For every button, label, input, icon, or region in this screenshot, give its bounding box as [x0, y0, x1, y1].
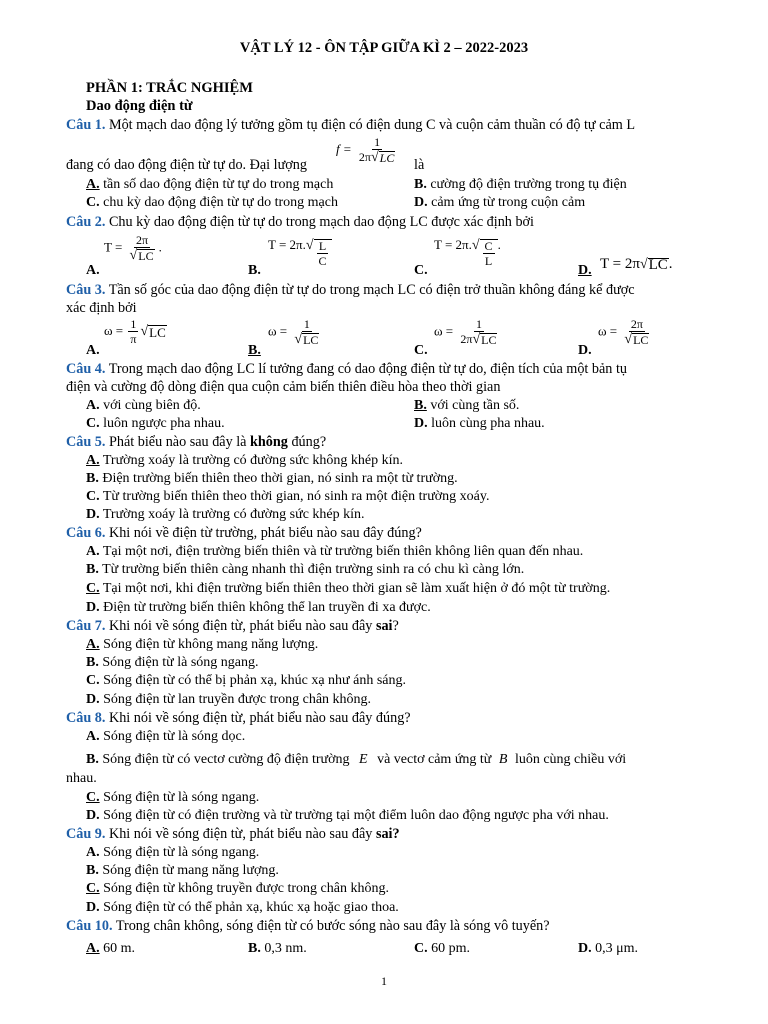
option-text: Tại một nơi, điện trường biến thiên và từ trường biến thiên không liên quan đến nhau. — [102, 544, 584, 559]
option-letter: D. — [578, 941, 592, 956]
q5-option-d[interactable] — [86, 506, 365, 523]
option-text: Sóng điện từ là sóng ngang. — [103, 790, 260, 805]
option-text: cường độ điện trường trong tụ điện — [430, 177, 627, 192]
question-label: Câu 5. — [66, 434, 106, 450]
option-letter: A. — [86, 177, 100, 192]
option-text: luôn cùng pha nhau. — [431, 416, 545, 431]
q3-option-c[interactable] — [414, 342, 428, 359]
q2-option-c[interactable] — [414, 262, 428, 279]
question-text: Khi nói về sóng điện từ, phát biểu nào sau đây đúng? — [108, 710, 411, 726]
q3-option-a[interactable] — [86, 342, 100, 359]
option-text: với cùng tần số. — [430, 398, 520, 413]
formula-f: f = 1 2π √ LC — [336, 135, 395, 165]
option-text: Điện từ trường biến thiên không thể lan truyền đi xa được. — [103, 600, 431, 615]
question-text: Trong mạch dao động LC lí tưởng đang có dao động điện từ tự do, điện tích của một bản tụ — [108, 361, 627, 377]
q5-option-a[interactable] — [86, 452, 403, 469]
option-text: Điện trường biến thiên theo thời gian, nó sinh ra một từ trường. — [102, 471, 458, 486]
option-text: Sóng điện từ là sóng dọc. — [103, 729, 246, 744]
question-emphasis: không — [250, 434, 288, 450]
option-letter: C. — [414, 263, 428, 278]
q2-formula-b: T = 2π. √ $\frac{L}{C}$ — [268, 237, 332, 268]
q8-option-a[interactable] — [86, 728, 245, 745]
option-letter: B. — [248, 941, 261, 956]
q1-option-d[interactable] — [414, 194, 585, 211]
option-letter: D. — [86, 900, 100, 915]
question-text: Tần số góc của dao động điện từ tự do trong mạch LC có điện trở thuần không đáng kể được — [108, 282, 635, 298]
question-label: Câu 10. — [66, 918, 113, 934]
question-label: Câu 2. — [66, 214, 106, 230]
option-letter: D. — [414, 416, 428, 431]
option-text: Tại một nơi, khi điện trường biến thiên theo thời gian sẽ làm xuất hiện ở đó một từ trường. — [102, 581, 611, 596]
question-text: Khi nói về điện từ trường, phát biểu nào sau đây đúng? — [108, 525, 422, 541]
q2-formula-d: T = 2π √ LC . — [600, 256, 673, 273]
option-letter: A. — [86, 544, 100, 559]
part-heading: PHẦN 1: TRẮC NGHIỆM — [86, 80, 253, 96]
question-8 — [66, 709, 728, 727]
option-letter: C. — [86, 195, 100, 210]
option-letter: D. — [578, 263, 592, 278]
q2-option-a[interactable] — [86, 262, 100, 279]
q9-option-c[interactable] — [86, 880, 389, 897]
question-4 — [66, 360, 728, 378]
formula-f-label: f = — [336, 141, 352, 157]
option-text: và vectơ cảm ứng từ — [377, 752, 492, 767]
question-text: ? — [392, 618, 399, 634]
question-1 — [66, 116, 728, 134]
option-letter: B. — [248, 343, 261, 358]
q5-option-c[interactable] — [86, 488, 490, 505]
option-letter: B. — [86, 471, 99, 486]
q4-option-d[interactable] — [414, 415, 545, 432]
question-text: Khi nói về sóng điện từ, phát biểu nào sau đây — [108, 618, 373, 634]
q3-option-b[interactable] — [248, 342, 261, 359]
option-text: Trường xoáy là trường có đường sức không khép kín. — [102, 453, 404, 468]
page-number: 1 — [381, 974, 387, 988]
option-text: 0,3 μm. — [595, 941, 639, 956]
option-text: Sóng điện từ là sóng ngang. — [102, 655, 259, 670]
option-text: tần số dao động điện từ tự do trong mạch — [103, 177, 334, 192]
question-label: Câu 9. — [66, 826, 106, 842]
question-text: Khi nói về sóng điện từ, phát biểu nào sau đây — [108, 826, 373, 842]
q1-option-b[interactable] — [414, 176, 627, 193]
question-text: Phát biểu nào sau đây là — [108, 434, 247, 450]
q8-option-b[interactable] — [86, 751, 626, 768]
q3-formula-b: ω = 1 √ LC — [268, 317, 319, 347]
q4-option-b[interactable] — [414, 397, 519, 414]
question-text: Chu kỳ dao động điện từ tự do trong mạch dao động LC được xác định bởi — [108, 214, 534, 230]
option-letter: A. — [86, 845, 100, 860]
option-text: cảm ứng từ trong cuộn cảm — [431, 195, 586, 210]
option-letter: B. — [86, 863, 99, 878]
option-letter: A. — [86, 398, 100, 413]
q3-option-d[interactable] — [578, 342, 592, 359]
q1-option-a[interactable] — [86, 176, 333, 193]
option-letter: B. — [86, 752, 99, 767]
option-letter: C. — [86, 489, 100, 504]
question-label: Câu 3. — [66, 282, 106, 298]
option-letter: C. — [86, 581, 100, 596]
q10-option-d[interactable] — [578, 940, 638, 957]
option-letter: D. — [86, 507, 100, 522]
q9-option-a[interactable] — [86, 844, 259, 861]
option-letter: A. — [86, 343, 100, 358]
option-text: Trường xoáy là trường có đường sức khép kín. — [102, 507, 365, 522]
question-10 — [66, 917, 728, 935]
q7-option-a[interactable] — [86, 636, 318, 653]
q8-option-c[interactable] — [86, 789, 259, 806]
q10-option-a[interactable] — [86, 940, 135, 957]
option-text: Sóng điện từ có thể bị phản xạ, khúc xạ như ánh sáng. — [103, 673, 407, 688]
section-heading: Dao động điện từ — [86, 98, 193, 114]
option-text: 0,3 nm. — [264, 941, 307, 956]
q2-option-d[interactable] — [578, 262, 592, 279]
q3-formula-a: ω = $\frac{1}{\pi}$ √ LC — [104, 317, 166, 346]
q6-option-b[interactable] — [86, 561, 524, 578]
question-text: xác định bởi — [66, 300, 137, 316]
q7-option-d[interactable] — [86, 691, 371, 708]
option-letter: B. — [248, 263, 261, 278]
question-3 — [66, 281, 728, 299]
question-text: Một mạch dao động lý tưởng gồm tụ điện có điện dung C và cuộn cảm thuần có độ tự cảm L — [108, 117, 636, 133]
option-text: chu kỳ dao động điện từ tự do trong mạch — [103, 195, 338, 210]
option-letter: B. — [414, 398, 427, 413]
question-text: đang có dao động điện từ tự do. Đại lượng — [66, 157, 307, 173]
question-text: Trong chân không, sóng điện từ có bước sóng nào sau đây là sóng vô tuyến? — [115, 918, 550, 934]
option-letter: D. — [578, 343, 592, 358]
question-emphasis: sai — [375, 618, 393, 634]
option-text: Sóng điện từ lan truyền được trong chân không. — [103, 692, 372, 707]
option-text: luôn cùng chiều với — [514, 752, 627, 767]
q6-option-d[interactable] — [86, 599, 431, 616]
q10-option-c[interactable] — [414, 940, 470, 957]
question-text: là — [414, 157, 425, 173]
q3-formula-c: ω = 1 2π √ LC — [434, 317, 497, 347]
option-letter: C. — [414, 343, 428, 358]
question-emphasis: sai? — [375, 826, 400, 842]
q2-formula-c: T = 2π. √ $\frac{C}{L}$ . — [434, 237, 501, 268]
vector-e: E — [359, 752, 368, 767]
option-text: Từ trường biến thiên càng nhanh thì điện trường sinh ra có chu kì càng lớn. — [102, 562, 525, 577]
q7-option-b[interactable] — [86, 654, 258, 671]
option-letter: C. — [414, 941, 428, 956]
question-text: điện và cường độ dòng điện qua cuộn cảm biến thiên điều hòa theo thời gian — [66, 379, 501, 395]
q4-option-c[interactable] — [86, 415, 225, 432]
option-letter: C. — [86, 790, 100, 805]
option-letter: A. — [86, 637, 100, 652]
q8-option-d[interactable] — [86, 807, 609, 824]
option-letter: D. — [86, 600, 100, 615]
q9-option-d[interactable] — [86, 899, 399, 916]
option-text: Sóng điện từ không truyền được trong chân không. — [103, 881, 389, 896]
q5-option-b[interactable] — [86, 470, 458, 487]
q6-option-a[interactable] — [86, 543, 583, 560]
q1-option-c[interactable] — [86, 194, 338, 211]
q7-option-c[interactable] — [86, 672, 406, 689]
option-text: với cùng biên độ. — [103, 398, 201, 413]
option-text: Sóng điện từ không mang năng lượng. — [103, 637, 319, 652]
option-text: Sóng điện từ có điện trường và từ trường tại một điểm luôn dao động ngược pha với nhau. — [103, 808, 609, 823]
option-text: Từ trường biến thiên theo thời gian, nó sinh ra một điện trường xoáy. — [102, 489, 490, 504]
option-letter: A. — [86, 729, 100, 744]
option-text: luôn ngược pha nhau. — [103, 416, 225, 431]
page-title: VẬT LÝ 12 - ÔN TẬP GIỮA KÌ 2 – 2022-2023 — [239, 40, 529, 56]
question-6 — [66, 524, 728, 542]
option-text: 60 m. — [103, 941, 136, 956]
q10-option-b[interactable] — [248, 940, 307, 957]
option-text: Sóng điện từ là sóng ngang. — [103, 845, 260, 860]
question-2 — [66, 213, 728, 231]
question-text: đúng? — [291, 434, 327, 450]
vector-b: B — [498, 752, 508, 767]
option-letter: A. — [86, 263, 100, 278]
option-letter: B. — [86, 655, 99, 670]
question-label: Câu 4. — [66, 361, 106, 377]
option-letter: D. — [414, 195, 428, 210]
option-letter: A. — [86, 453, 100, 468]
option-letter: C. — [86, 416, 100, 431]
q2-formula-a: T = 2π √ LC . — [104, 233, 162, 263]
option-text: Sóng điện từ có thể phản xạ, khúc xạ hoặc giao thoa. — [103, 900, 399, 915]
option-letter: C. — [86, 881, 100, 896]
q9-option-b[interactable] — [86, 862, 279, 879]
option-letter: D. — [86, 808, 100, 823]
question-label: Câu 8. — [66, 710, 106, 726]
q2-option-b[interactable] — [248, 262, 261, 279]
question-9 — [66, 825, 728, 843]
option-letter: A. — [86, 941, 100, 956]
option-text: Sóng điện từ có vectơ cường độ điện trường — [102, 752, 350, 767]
q6-option-c[interactable] — [86, 580, 610, 597]
question-7 — [66, 617, 728, 635]
option-text: 60 pm. — [431, 941, 471, 956]
option-letter: B. — [414, 177, 427, 192]
option-letter: C. — [86, 673, 100, 688]
question-label: Câu 6. — [66, 525, 106, 541]
q4-option-a[interactable] — [86, 397, 201, 414]
option-letter: B. — [86, 562, 99, 577]
question-label: Câu 1. — [66, 117, 106, 133]
question-5 — [66, 433, 728, 451]
option-text: Sóng điện từ mang năng lượng. — [102, 863, 279, 878]
option-text: nhau. — [66, 771, 97, 786]
question-label: Câu 7. — [66, 618, 106, 634]
q3-formula-d: ω = 2π √ LC — [598, 317, 649, 347]
option-letter: D. — [86, 692, 100, 707]
